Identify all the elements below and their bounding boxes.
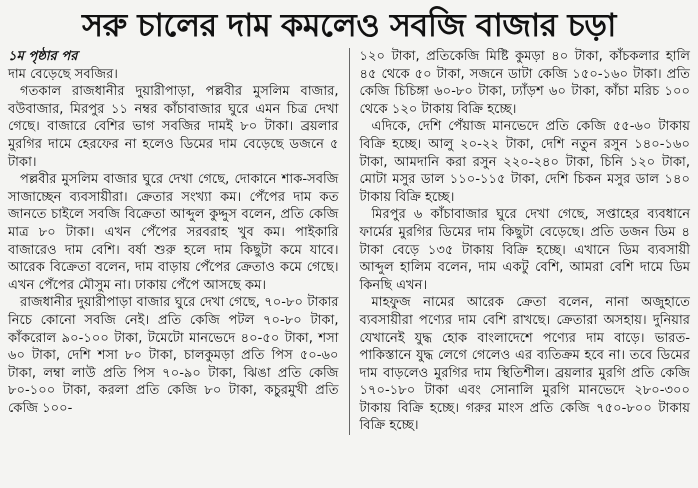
- paragraph: রাজধানীর দুয়ারীপাড়া বাজার ঘুরে দেখা গেছে, ৭০-৮০ টাকার নিচে কোনো সবজি নেই। প্রতি কেজি পটল ৭০-৮০ টাকা, কাঁকরোল ৯০-১০০ টাকা, টমেটো মানভেদে ৪০-৫০ টাকা, শসা ৬০ টাকা, দেশি শসা ৮০ টাকা, চালকুমড়া প্রতি পিস ৫০-৬০ টাকা, লম্বা লাউ প্রতি পিস ৭০-৯০ টাকা, ঝিঙা প্রতি কেজি ৮০-১০০ টাকা, করলা প্রতি কেজি ৮০ টাকা, কচুরমুখী প্রতি কেজি ১০০-: [8, 295, 339, 416]
- right-column: [360, 48, 691, 435]
- article-headline: সরু চালের দাম কমলেও সবজি বাজার চড়া: [82, 6, 616, 44]
- paragraph: এদিকে, দেশি পেঁয়াজ মানভেদে প্রতি কেজি ৫৫-৬০ টাকায় বিক্রি হচ্ছে। আলু ২০-২২ টাকা, দেশি নতুন রসুন ১৪০-১৬০ টাকা, আমদানি করা রসুন ২২০-২৪০ টাকা, চিনি ১২০ টাকা, মোটা মসুর ডাল ১১০-১১৫ টাকা, দেশি চিকন মসুর ডাল ১৪০ টাকায় বিক্রি হচ্ছে।: [359, 119, 691, 205]
- paragraph: পল্লবীর মুসলিম বাজার ঘুরে দেখা গেছে, দোকানে শাক-সবজি সাজাচ্ছেন ব্যবসায়ীরা। ক্রেতার সংখ্যা কম। পেঁপের দাম কত জানতে চাইলে সবজি বিক্রেতা আব্দুল কুদ্দুস বলেন, প্রতি কেজি মাত্র ৮০ টাকা। এখন পেঁপের সরবরাহ খুব কম। পাইকারি বাজারেও দাম বেশি। বর্ষা শুরু হলে দাম কিছুটা কমে যাবে। আরেক বিক্রেতা বলেন, দাম বাড়ায় পেঁপের ক্রেতাও কমে গেছে। এখন পেঁপের মৌসুম না। ঢাকায় পেঁপে আসছে কম।: [8, 172, 339, 293]
- column-divider: [349, 48, 350, 435]
- paragraph: মাহফুজ নামের আরেক ক্রেতা বলেন, নানা অজুহাতে ব্যবসায়ীরা পণ্যের দাম বেশি রাখছে। ক্রেতারা অসহায়। দুনিয়ার যেখানেই যুদ্ধ হোক বাংলাদেশে পণ্যের দাম বাড়ে। ভারত-পাকিস্তানে যুদ্ধ লেগে গেলেও এর ব্যতিক্রম হবে না। তবে ডিমের দাম বাড়লেও মুরগির দাম স্থিতিশীল। ব্রয়লার মুরগি প্রতি কেজি ১৭০-১৮০ টাকা এবং সোনালি মুরগি মানভেদে ২৮০-৩০০ টাকায় বিক্রি হচ্ছে। গরুর মাংস প্রতি কেজি ৭৫০-৮০০ টাকায় বিক্রি হচ্ছে।: [359, 295, 691, 434]
- continued-from-label: ১ম পৃষ্ঠার পর: [8, 49, 78, 64]
- paragraph: গতকাল রাজধানীর দুয়ারীপাড়া, পল্লবীর মুসলিম বাজার, বউবাজার, মিরপুর ১১ নম্বর কাঁচাবাজার ঘুরে এমন চিত্র দেখা গেছে। বাজারে বেশির ভাগ সবজির দামই ৮০ টাকা। ব্রয়লার মুরগির দামে হেরফের না হলেও ডিমের দাম বেড়েছে ডজনে ৫ টাকা।: [8, 84, 339, 170]
- article-columns: [8, 48, 690, 435]
- left-column: [8, 48, 339, 435]
- lead-line: দাম বেড়েছে সবজির।: [8, 66, 118, 82]
- paragraph: ১২০ টাকা, প্রতিকেজি মিষ্টি কুমড়া ৪০ টাকা, কাঁচকলার হালি ৪৫ থেকে ৫০ টাকা, সজনে ডাটা কেজি ১৫০-১৬০ টাকা। প্রতি কেজি চিচিঙ্গা ৬০-৮০ টাকা, ঢ্যাঁড়শ ৬০ টাকা, কাঁচা মরিচ ১০০ থেকে ১২০ টাকায় বিক্রি হচ্ছে।: [359, 49, 691, 117]
- paragraph: মিরপুর ৬ কাঁচাবাজার ঘুরে দেখা গেছে, সপ্তাহের ব্যবধানে ফার্মের মুরগির ডিমের দাম কিছুটা বেড়েছে। প্রতি ডজন ডিম ৪ টাকা বেড়ে ১৩৫ টাকায় বিক্রি হচ্ছে। এখানে ডিম ব্যবসায়ী আব্দুল হালিম বলেন, দাম একটু বেশি, আমরা বেশি দামে ডিম কিনছি এখন।: [359, 207, 691, 293]
